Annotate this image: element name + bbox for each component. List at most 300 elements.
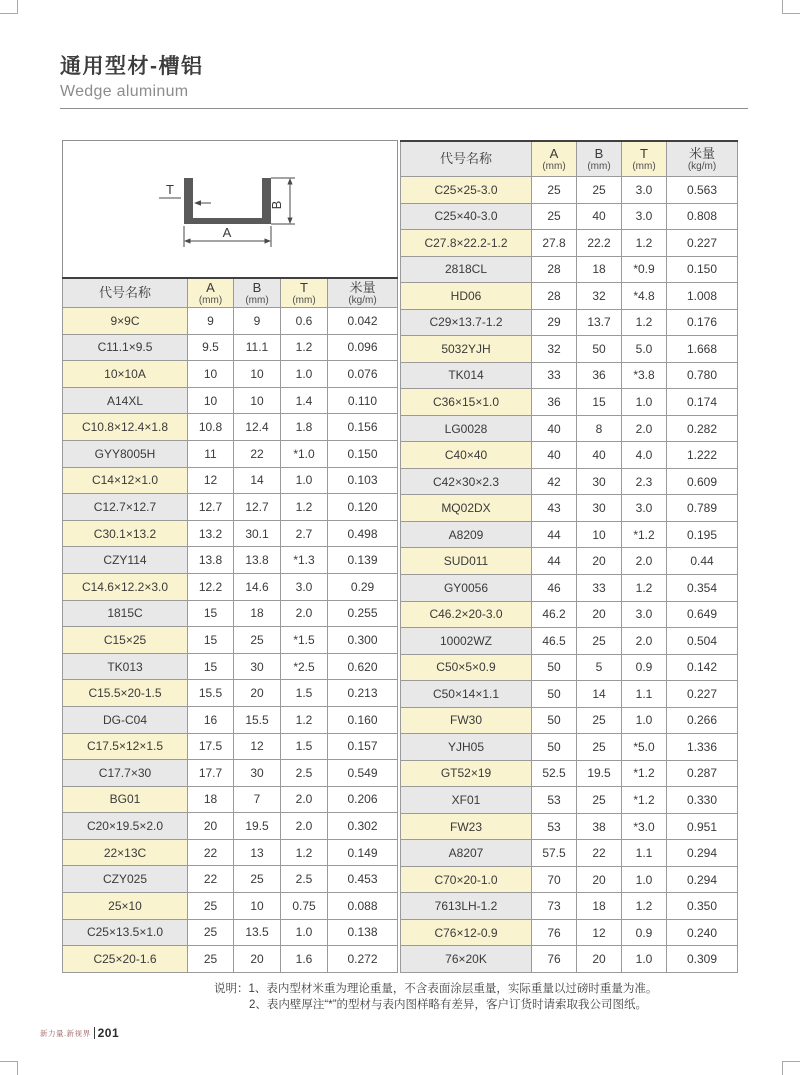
table-row xyxy=(63,547,398,574)
profile-name-cell: YJH05 xyxy=(401,734,532,761)
value-cell: 1.2 xyxy=(622,574,667,601)
value-cell: 10 xyxy=(234,361,281,388)
value-cell: 5 xyxy=(577,654,622,681)
value-cell: 10 xyxy=(234,387,281,414)
value-cell: 16 xyxy=(188,706,234,733)
value-cell: 2.0 xyxy=(622,548,667,575)
profile-name-cell: C36×15×1.0 xyxy=(401,389,532,416)
value-cell: 22 xyxy=(577,840,622,867)
profile-name-cell: C70×20-1.0 xyxy=(401,866,532,893)
value-cell: 27.8 xyxy=(532,230,577,257)
value-cell: 22.2 xyxy=(577,230,622,257)
value-cell: 76 xyxy=(532,919,577,946)
value-cell: 1.0 xyxy=(281,467,328,494)
channel-profile-svg xyxy=(63,141,397,277)
value-cell: 1.2 xyxy=(281,334,328,361)
value-cell: 17.7 xyxy=(188,760,234,787)
table-row xyxy=(63,839,398,866)
value-cell: 5.0 xyxy=(622,336,667,363)
profile-name-cell: 76×20K xyxy=(401,946,532,973)
value-cell: *1.0 xyxy=(281,440,328,467)
table-row xyxy=(63,760,398,787)
table-row xyxy=(401,681,738,708)
value-cell: 46.5 xyxy=(532,628,577,655)
profile-name-cell: A14XL xyxy=(63,387,188,414)
table-row xyxy=(63,866,398,893)
value-cell: 46 xyxy=(532,574,577,601)
profile-name-cell: A8209 xyxy=(401,521,532,548)
table-row xyxy=(63,440,398,467)
value-cell: 0.294 xyxy=(667,866,738,893)
value-cell: 25 xyxy=(577,734,622,761)
col-header-name: 代号名称 xyxy=(63,278,188,308)
value-cell: 25 xyxy=(234,866,281,893)
value-cell: 3.0 xyxy=(622,177,667,204)
col-header-name: 代号名称 xyxy=(401,141,532,177)
value-cell: 12 xyxy=(577,919,622,946)
page-number: 201 xyxy=(97,1026,120,1040)
profile-name-cell: C10.8×12.4×1.8 xyxy=(63,414,188,441)
value-cell: 1.0 xyxy=(622,389,667,416)
profile-name-cell: C50×14×1.1 xyxy=(401,681,532,708)
profile-name-cell: C17.5×12×1.5 xyxy=(63,733,188,760)
value-cell: *1.2 xyxy=(622,787,667,814)
value-cell: 0.808 xyxy=(667,203,738,230)
value-cell: 10 xyxy=(577,521,622,548)
value-cell: 1.2 xyxy=(281,494,328,521)
profile-name-cell: SUD011 xyxy=(401,548,532,575)
value-cell: 1.6 xyxy=(281,946,328,973)
value-cell: 44 xyxy=(532,548,577,575)
dimension-arrowheads xyxy=(184,178,293,244)
value-cell: 11 xyxy=(188,440,234,467)
brand-slogan: 新力量.新视界 xyxy=(40,1028,91,1038)
value-cell: 1.5 xyxy=(281,680,328,707)
profile-name-cell: 10×10A xyxy=(63,361,188,388)
profile-name-cell: TK014 xyxy=(401,362,532,389)
profile-name-cell: GY0056 xyxy=(401,574,532,601)
spec-table-left xyxy=(62,277,398,973)
profile-name-cell: 22×13C xyxy=(63,839,188,866)
table-row xyxy=(401,628,738,655)
value-cell: 42 xyxy=(532,468,577,495)
profile-name-cell: HD06 xyxy=(401,283,532,310)
value-cell: 25 xyxy=(532,203,577,230)
value-cell: 18 xyxy=(577,893,622,920)
value-cell: 14 xyxy=(577,681,622,708)
value-cell: *1.3 xyxy=(281,547,328,574)
profile-name-cell: C25×25-3.0 xyxy=(401,177,532,204)
value-cell: 32 xyxy=(577,283,622,310)
value-cell: 46.2 xyxy=(532,601,577,628)
value-cell: 1.4 xyxy=(281,387,328,414)
value-cell: 12.7 xyxy=(234,494,281,521)
profile-name-cell: 5032YJH xyxy=(401,336,532,363)
value-cell: 32 xyxy=(532,336,577,363)
value-cell: 0.042 xyxy=(328,308,398,335)
value-cell: 30 xyxy=(577,468,622,495)
dim-label-t: T xyxy=(166,182,174,197)
right-spec-panel xyxy=(400,140,738,973)
value-cell: 0.9 xyxy=(622,654,667,681)
col-header-weight: 米量 (kg/m) xyxy=(328,278,398,308)
profile-name-cell: 2818CL xyxy=(401,256,532,283)
value-cell: 33 xyxy=(532,362,577,389)
value-cell: *1.5 xyxy=(281,627,328,654)
value-cell: 19.5 xyxy=(234,813,281,840)
value-cell: 53 xyxy=(532,813,577,840)
table-row xyxy=(401,389,738,416)
col-header-a: A (mm) xyxy=(188,278,234,308)
crop-mark-bottom-right xyxy=(782,1061,800,1075)
value-cell: 0.272 xyxy=(328,946,398,973)
value-cell: 40 xyxy=(577,203,622,230)
value-cell: 0.227 xyxy=(667,681,738,708)
value-cell: 70 xyxy=(532,866,577,893)
value-cell: 25 xyxy=(577,628,622,655)
table-row xyxy=(63,494,398,521)
profile-name-cell: C76×12-0.9 xyxy=(401,919,532,946)
profile-name-cell: CZY025 xyxy=(63,866,188,893)
value-cell: 57.5 xyxy=(532,840,577,867)
value-cell: 1.008 xyxy=(667,283,738,310)
value-cell: 9 xyxy=(188,308,234,335)
value-cell: 0.150 xyxy=(328,440,398,467)
value-cell: 2.0 xyxy=(281,813,328,840)
profile-name-cell: C30.1×13.2 xyxy=(63,520,188,547)
value-cell: 1.5 xyxy=(281,733,328,760)
value-cell: *1.2 xyxy=(622,521,667,548)
channel-profile-diagram xyxy=(62,140,398,277)
value-cell: 9 xyxy=(234,308,281,335)
value-cell: 50 xyxy=(532,681,577,708)
value-cell: 12 xyxy=(234,733,281,760)
profile-name-cell: C20×19.5×2.0 xyxy=(63,813,188,840)
value-cell: 2.3 xyxy=(622,468,667,495)
profile-name-cell: C25×13.5×1.0 xyxy=(63,919,188,946)
crop-mark-top-left xyxy=(0,0,18,14)
value-cell: 0.240 xyxy=(667,919,738,946)
value-cell: 12 xyxy=(188,467,234,494)
value-cell: 1.2 xyxy=(622,893,667,920)
profile-name-cell: C40×40 xyxy=(401,442,532,469)
value-cell: 0.110 xyxy=(328,387,398,414)
value-cell: 2.5 xyxy=(281,760,328,787)
value-cell: 15 xyxy=(188,627,234,654)
table-row xyxy=(401,495,738,522)
value-cell: 2.0 xyxy=(622,628,667,655)
value-cell: 12.4 xyxy=(234,414,281,441)
value-cell: 22 xyxy=(188,839,234,866)
table-row xyxy=(63,308,398,335)
profile-name-cell: FW30 xyxy=(401,707,532,734)
profile-name-cell: C11.1×9.5 xyxy=(63,334,188,361)
table-row xyxy=(63,946,398,973)
value-cell: 20 xyxy=(577,866,622,893)
value-cell: 15 xyxy=(188,653,234,680)
table-row xyxy=(401,866,738,893)
value-cell: 44 xyxy=(532,521,577,548)
value-cell: 0.255 xyxy=(328,600,398,627)
col-header-weight: 米量 (kg/m) xyxy=(667,141,738,177)
value-cell: 0.076 xyxy=(328,361,398,388)
value-cell: 0.266 xyxy=(667,707,738,734)
value-cell: 50 xyxy=(532,734,577,761)
value-cell: 30.1 xyxy=(234,520,281,547)
value-cell: 20 xyxy=(577,548,622,575)
col-header-b: B (mm) xyxy=(234,278,281,308)
table-row xyxy=(401,787,738,814)
value-cell: 15 xyxy=(188,600,234,627)
value-cell: 0.157 xyxy=(328,733,398,760)
value-cell: 0.227 xyxy=(667,230,738,257)
value-cell: 14 xyxy=(234,467,281,494)
value-cell: 0.139 xyxy=(328,547,398,574)
value-cell: 25 xyxy=(188,919,234,946)
page-footer xyxy=(40,1025,119,1041)
value-cell: 38 xyxy=(577,813,622,840)
page-title: 通用型材-槽铝 xyxy=(60,55,204,78)
value-cell: 22 xyxy=(188,866,234,893)
value-cell: 50 xyxy=(532,654,577,681)
value-cell: 28 xyxy=(532,283,577,310)
profile-name-cell: C25×20-1.6 xyxy=(63,946,188,973)
value-cell: 76 xyxy=(532,946,577,973)
value-cell: 0.174 xyxy=(667,389,738,416)
value-cell: 0.9 xyxy=(622,919,667,946)
value-cell: *1.2 xyxy=(622,760,667,787)
value-cell: 9.5 xyxy=(188,334,234,361)
dim-label-a: A xyxy=(222,225,232,240)
value-cell: 1.0 xyxy=(622,707,667,734)
value-cell: 1.0 xyxy=(281,361,328,388)
left-spec-panel xyxy=(62,140,398,973)
crop-mark-bottom-left xyxy=(0,1061,18,1075)
value-cell: 15.5 xyxy=(234,706,281,733)
value-cell: 13.5 xyxy=(234,919,281,946)
value-cell: 1.1 xyxy=(622,681,667,708)
value-cell: 0.160 xyxy=(328,706,398,733)
value-cell: 20 xyxy=(188,813,234,840)
value-cell: 0.103 xyxy=(328,467,398,494)
value-cell: 25 xyxy=(234,627,281,654)
table-row xyxy=(401,230,738,257)
profile-name-cell: C15.5×20-1.5 xyxy=(63,680,188,707)
value-cell: 30 xyxy=(234,760,281,787)
value-cell: 18 xyxy=(577,256,622,283)
value-cell: 2.7 xyxy=(281,520,328,547)
value-cell: 52.5 xyxy=(532,760,577,787)
value-cell: 25 xyxy=(188,946,234,973)
value-cell: 2.0 xyxy=(281,600,328,627)
value-cell: 0.096 xyxy=(328,334,398,361)
profile-name-cell: DG-C04 xyxy=(63,706,188,733)
value-cell: 29 xyxy=(532,309,577,336)
value-cell: 8 xyxy=(577,415,622,442)
table-row xyxy=(401,336,738,363)
value-cell: 13.8 xyxy=(188,547,234,574)
table-header-row xyxy=(63,278,398,308)
table-row xyxy=(63,786,398,813)
value-cell: 43 xyxy=(532,495,577,522)
profile-name-cell: C46.2×20-3.0 xyxy=(401,601,532,628)
value-cell: 0.504 xyxy=(667,628,738,655)
value-cell: 25 xyxy=(188,893,234,920)
value-cell: 3.0 xyxy=(622,203,667,230)
value-cell: 0.206 xyxy=(328,786,398,813)
value-cell: 53 xyxy=(532,787,577,814)
profile-name-cell: MQ02DX xyxy=(401,495,532,522)
table-row xyxy=(401,362,738,389)
value-cell: 73 xyxy=(532,893,577,920)
value-cell: 0.609 xyxy=(667,468,738,495)
table-row xyxy=(401,203,738,230)
value-cell: 10 xyxy=(188,361,234,388)
table-row xyxy=(401,442,738,469)
profile-name-cell: C17.7×30 xyxy=(63,760,188,787)
value-cell: 4.0 xyxy=(622,442,667,469)
value-cell: 0.29 xyxy=(328,573,398,600)
profile-name-cell: 9×9C xyxy=(63,308,188,335)
value-cell: 3.0 xyxy=(622,495,667,522)
table-row xyxy=(401,734,738,761)
value-cell: 0.789 xyxy=(667,495,738,522)
value-cell: 0.294 xyxy=(667,840,738,867)
value-cell: 0.951 xyxy=(667,813,738,840)
value-cell: 0.330 xyxy=(667,787,738,814)
value-cell: 0.302 xyxy=(328,813,398,840)
profile-name-cell: C29×13.7-1.2 xyxy=(401,309,532,336)
col-header-a: A (mm) xyxy=(532,141,577,177)
value-cell: 0.088 xyxy=(328,893,398,920)
table-row xyxy=(63,893,398,920)
value-cell: 0.649 xyxy=(667,601,738,628)
value-cell: 22 xyxy=(234,440,281,467)
footnote-line-2: 2、表内壁厚注“*”的型材与表内图样略有差异，客户订货时请索取我公司图纸。 xyxy=(249,998,648,1011)
table-row xyxy=(401,840,738,867)
value-cell: 28 xyxy=(532,256,577,283)
value-cell: 1.2 xyxy=(622,309,667,336)
value-cell: 50 xyxy=(577,336,622,363)
table-row xyxy=(63,414,398,441)
table-row xyxy=(63,334,398,361)
footnotes xyxy=(214,982,657,1013)
profile-name-cell: 1815C xyxy=(63,600,188,627)
channel-shape xyxy=(184,178,271,224)
profile-name-cell: C42×30×2.3 xyxy=(401,468,532,495)
value-cell: 2.5 xyxy=(281,866,328,893)
value-cell: 40 xyxy=(532,415,577,442)
table-row xyxy=(63,653,398,680)
table-row xyxy=(63,627,398,654)
value-cell: 10.8 xyxy=(188,414,234,441)
profile-name-cell: FW23 xyxy=(401,813,532,840)
table-row xyxy=(401,760,738,787)
footer-divider xyxy=(94,1027,95,1039)
value-cell: 20 xyxy=(577,601,622,628)
table-row xyxy=(401,574,738,601)
value-cell: 0.195 xyxy=(667,521,738,548)
table-row xyxy=(401,813,738,840)
value-cell: 1.0 xyxy=(622,946,667,973)
crop-mark-top-right xyxy=(782,0,800,14)
table-row xyxy=(63,600,398,627)
profile-name-cell: C14.6×12.2×3.0 xyxy=(63,573,188,600)
value-cell: 0.120 xyxy=(328,494,398,521)
value-cell: 13.8 xyxy=(234,547,281,574)
value-cell: 0.300 xyxy=(328,627,398,654)
table-row xyxy=(63,680,398,707)
value-cell: 1.222 xyxy=(667,442,738,469)
value-cell: 36 xyxy=(577,362,622,389)
value-cell: 18 xyxy=(188,786,234,813)
value-cell: 25 xyxy=(532,177,577,204)
table-row xyxy=(401,919,738,946)
profile-name-cell: 7613LH-1.2 xyxy=(401,893,532,920)
col-header-b: B (mm) xyxy=(577,141,622,177)
value-cell: 11.1 xyxy=(234,334,281,361)
profile-name-cell: CZY114 xyxy=(63,547,188,574)
value-cell: 1.2 xyxy=(281,839,328,866)
value-cell: 1.0 xyxy=(281,919,328,946)
table-row xyxy=(401,415,738,442)
table-row xyxy=(63,733,398,760)
profile-name-cell: GYY8005H xyxy=(63,440,188,467)
value-cell: 0.354 xyxy=(667,574,738,601)
value-cell: 0.75 xyxy=(281,893,328,920)
profile-name-cell: C12.7×12.7 xyxy=(63,494,188,521)
profile-name-cell: C50×5×0.9 xyxy=(401,654,532,681)
value-cell: 50 xyxy=(532,707,577,734)
value-cell: 0.44 xyxy=(667,548,738,575)
profile-name-cell: BG01 xyxy=(63,786,188,813)
table-row xyxy=(401,946,738,973)
page-subtitle: Wedge aluminum xyxy=(60,83,189,100)
value-cell: 13 xyxy=(234,839,281,866)
spec-table-right xyxy=(400,140,738,973)
value-cell: 40 xyxy=(577,442,622,469)
value-cell: 18 xyxy=(234,600,281,627)
table-row xyxy=(401,654,738,681)
value-cell: 2.0 xyxy=(281,786,328,813)
value-cell: 1.8 xyxy=(281,414,328,441)
value-cell: 0.149 xyxy=(328,839,398,866)
value-cell: 10 xyxy=(188,387,234,414)
value-cell: 40 xyxy=(532,442,577,469)
value-cell: 0.549 xyxy=(328,760,398,787)
profile-name-cell: 25×10 xyxy=(63,893,188,920)
value-cell: 30 xyxy=(577,495,622,522)
table-row xyxy=(401,601,738,628)
value-cell: 1.0 xyxy=(622,866,667,893)
value-cell: 1.2 xyxy=(622,230,667,257)
value-cell: 0.138 xyxy=(328,919,398,946)
value-cell: 10 xyxy=(234,893,281,920)
value-cell: *4.8 xyxy=(622,283,667,310)
value-cell: 0.6 xyxy=(281,308,328,335)
value-cell: *3.0 xyxy=(622,813,667,840)
value-cell: 0.156 xyxy=(328,414,398,441)
value-cell: 0.213 xyxy=(328,680,398,707)
table-row xyxy=(63,573,398,600)
value-cell: 1.336 xyxy=(667,734,738,761)
table-row xyxy=(401,283,738,310)
value-cell: *2.5 xyxy=(281,653,328,680)
value-cell: 1.2 xyxy=(281,706,328,733)
value-cell: 20 xyxy=(234,680,281,707)
value-cell: 20 xyxy=(577,946,622,973)
value-cell: 25 xyxy=(577,177,622,204)
